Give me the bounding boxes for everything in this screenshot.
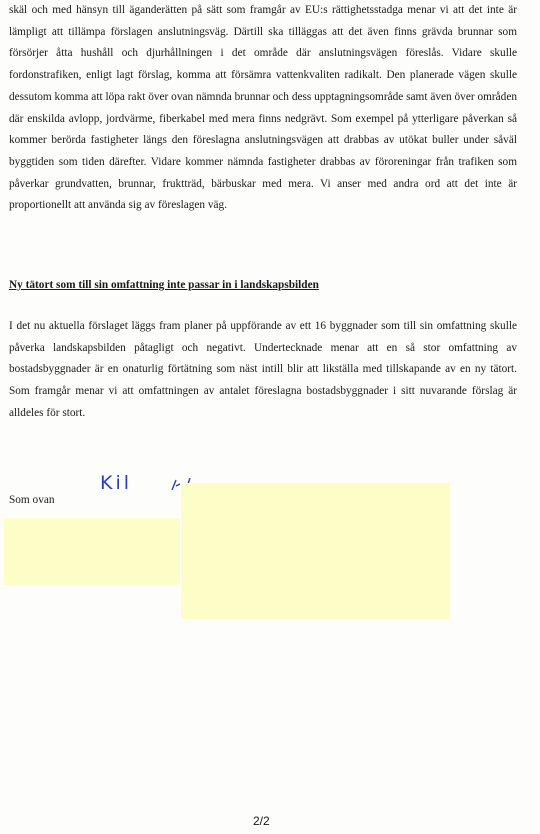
section-heading: Ny tätort som till sin omfattning inte passar in i landskapsbilden: [9, 279, 319, 291]
handwritten-place: Kil: [100, 472, 133, 494]
signoff-text: Som ovan: [9, 494, 55, 506]
redaction-box-left: [4, 518, 180, 585]
body-paragraph-1: skäl och med hänsyn till äganderätten på sätt som framgår av EU:s rättighetsstadga menar vi att det inte är lämpligt att tillämpa förslagen anslutningsväg. Därtill ska tilläggas att det även finns grävda brunnar som försörjer åtta hushåll och djurhållningen i det område där anslutningsvägen föreslås. Vidare skulle fordonstrafiken, enligt lagt förslag, komma att försämra vattenkvaliten radikalt. Den planerade vägen skulle dessutom komma att löpa rakt över ovan nämnda brunnar och dess upptagningsområde samt även över områden där enskilda avlopp, jordvärme, fiberkabel med mera finns nedgrävt. Som exempel på ytterligare påverkan så kommer berörda fastigheter längs den föreslagna anslutningsvägen att drabbas av utökat buller under såväl byggtiden som tiden därefter. Vidare kommer nämnda fastigheter drabbas av föroreningar från trafiken som påverkar grundvatten, brunnar, fruktträd, bärbuskar med mera. Vi anser med andra ord att det inte är proportionellt att använda sig av föreslagen väg.: [9, 4, 517, 212]
redaction-box-right: [181, 483, 450, 619]
body-paragraph-2: I det nu aktuella förslaget läggs fram planer på uppförande av ett 16 byggnader som till sin omfattning skulle påverka landskapsbilden påtagligt och negativt. Undertecknade menar att en så stor omfattning av bostadsbyggnader är en onaturlig förtätning som näst intill blir att likställa med tillskapande av en ny tätort. Som framgår menar vi att omfattningen av antalet föreslagna bostadsbyggnader i sitt nuvarande förslag är alldeles för stort.: [9, 320, 517, 419]
page-number: 2/2: [253, 814, 270, 828]
